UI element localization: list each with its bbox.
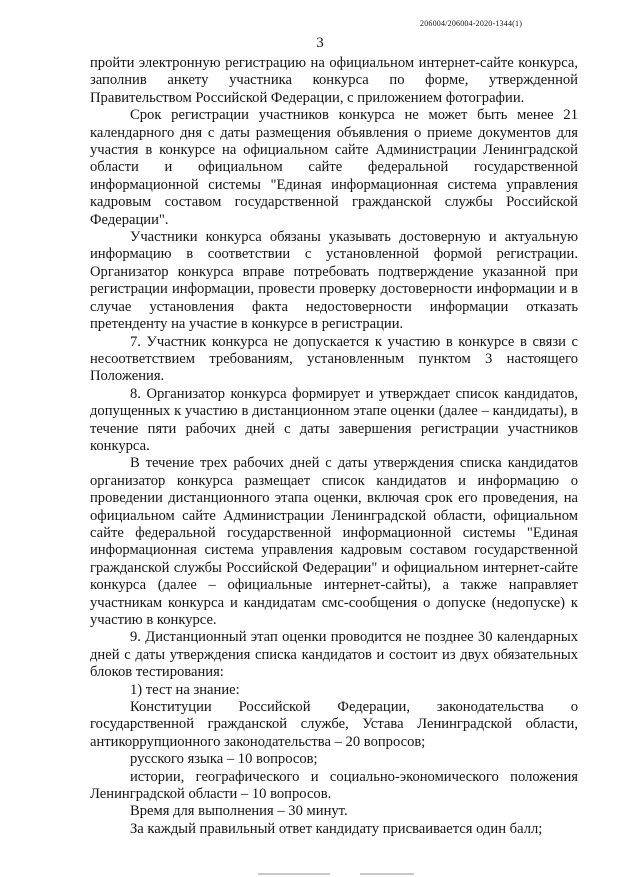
paragraph: В течение трех рабочих дней с даты утверждения списка кандидатов организатор конкурса размещает список кандидатов и информацию о проведении дистанционного этапа оценки, включая срок его проведения, на официальном сайте Администрации Ленинградской области, официальном сайте федеральной государственной информационной системы "Единая информационная система управления кадровым составом государственной гражданской службы Российской Федерации" и официальном интернет-сайте конкурса (далее – официальные интернет-сайты), а также направляет участникам конкурса и кандидатам смс-сообщения о допуске (недопуске) к участию в конкурсе.: [90, 455, 578, 628]
list-item: русского языка – 10 вопросов;: [130, 751, 318, 768]
list-item: 1) тест на знание:: [130, 681, 240, 698]
paragraph-item-8: 8. Организатор конкурса формирует и утверждает список кандидатов, допущенных к участию в дистанционном этапе оценки (далее – кандидаты), в течение пяти рабочих дней с даты завершения регистрации участников конкурса.: [90, 385, 578, 454]
paragraph: Участники конкурса обязаны указывать достоверную и актуальную информацию в соответствии с установленной формой регистрации. Организатор конкурса вправе потребовать подтверждение указанной при регистрации информации, провести проверку достоверности информации и в случае установления факта недостоверности информации отказать претенденту на участие в конкурсе в регистрации.: [90, 229, 578, 333]
list-item: истории, географического и социально-экономического положения Ленинградской области – 10 вопросов.: [90, 768, 578, 803]
document-id: 206004/206004-2020-1344(1): [420, 19, 523, 28]
paragraph-item-9: 9. Дистанционный этап оценки проводится не позднее 30 календарных дней с даты утверждения списка кандидатов и состоит из двух обязательных блоков тестирования:: [90, 629, 578, 681]
paragraph-item-7: 7. Участник конкурса не допускается к участию в конкурсе в связи с несоответствием требованиям, установленным пунктом 3 настоящего Положения.: [90, 333, 578, 385]
document-body: [90, 55, 578, 838]
paragraph: пройти электронную регистрацию на официальном интернет-сайте конкурса, заполнив анкету участника конкурса по форме, утвержденной Правительством Российской Федерации, с приложением фотографии.: [90, 55, 578, 106]
list-item: За каждый правильный ответ кандидату присваивается один балл;: [130, 820, 543, 837]
scan-artifact: [258, 873, 330, 875]
paragraph: Срок регистрации участников конкурса не может быть менее 21 календарного дня с даты размещения объявления о приеме документов для участия в конкурсе на официальном сайте Администрации Ленинградской области и официальном сайте федеральной государственной информационной системы "Единая информационная система управления кадровым составом государственной гражданской службы Российской Федерации".: [90, 107, 578, 228]
list-item: Конституции Российской Федерации, законодательства о государственной гражданской службе, Устава Ленинградской области, антикоррупционного законодательства – 20 вопросов;: [90, 699, 578, 750]
page-number: 3: [316, 35, 324, 51]
list-item: Время для выполнения – 30 минут.: [130, 803, 348, 820]
scan-artifact: [360, 873, 414, 875]
